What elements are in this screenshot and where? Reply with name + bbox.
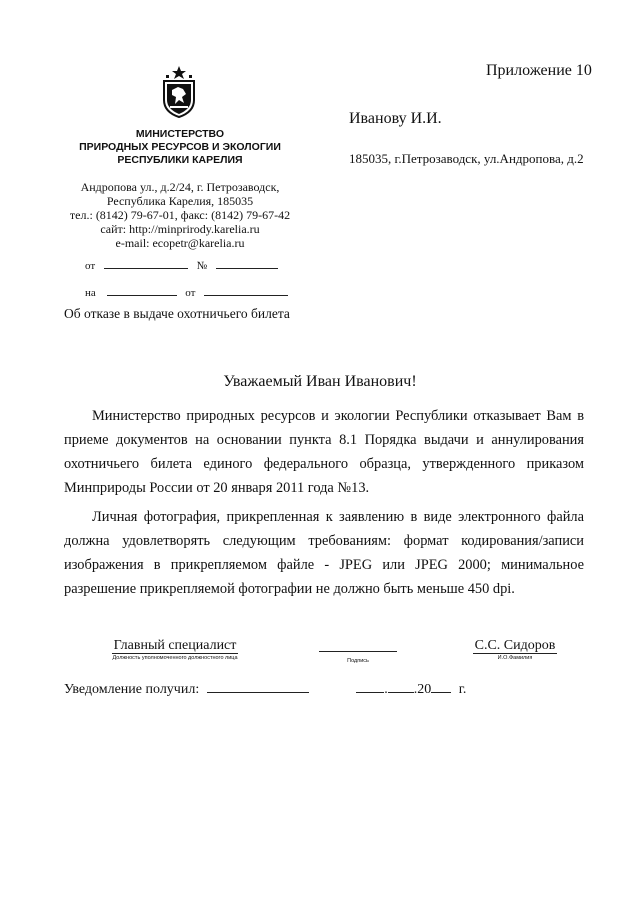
address-street: Андропова ул., д.2/24, г. Петрозаводск, xyxy=(80,180,280,194)
signature-position-field xyxy=(95,636,255,661)
signature-field xyxy=(318,636,398,664)
ministry-address xyxy=(60,180,300,250)
registration-line-outgoing xyxy=(85,258,278,272)
appendix-label: Приложение 10 xyxy=(486,62,592,79)
number-label: № xyxy=(196,260,208,272)
ministry-name xyxy=(60,128,300,167)
position-caption: Должность уполномоченного должностного лица xyxy=(112,655,238,661)
ministry-name-line: ПРИРОДНЫХ РЕСУРСОВ И ЭКОЛОГИИ xyxy=(79,141,281,153)
signature-caption: Подпись xyxy=(347,658,369,664)
date-blank xyxy=(204,285,288,296)
signature-name-field xyxy=(470,636,560,661)
from-label: от xyxy=(185,287,196,299)
ministry-name-line: РЕСПУБЛИКИ КАРЕЛИЯ xyxy=(117,154,243,166)
official-position: Главный специалист xyxy=(113,638,237,653)
official-name: С.С. Сидоров xyxy=(474,638,556,653)
month-blank xyxy=(388,680,414,693)
body-paragraph: Министерство природных ресурсов и экологии Республики отказывает Вам в приеме документов на основании пункта 8.1 Порядка выдачи и аннулирования охотничьего билета единого федерального образца, утвержденного приказом Минприроды России от 20 января 2011 года №13. xyxy=(64,408,584,496)
recipient-address: 185035, г.Петрозаводск, ул.Андропова, д.2 xyxy=(349,151,584,166)
number-blank xyxy=(216,258,278,269)
signature-blank xyxy=(319,636,397,652)
registration-line-incoming xyxy=(85,285,288,299)
date-blank xyxy=(104,258,188,269)
year-suffix: г. xyxy=(458,682,467,697)
day-blank xyxy=(356,680,384,693)
letter-subject: Об отказе в выдаче охотничьего билета xyxy=(64,306,290,321)
address-email: e-mail: ecopetr@karelia.ru xyxy=(115,236,245,250)
letter-greeting: Уважаемый Иван Иванович! xyxy=(223,373,417,390)
recipient-name: Иванову И.И. xyxy=(349,110,442,127)
ministry-name-line: МИНИСТЕРСТВО xyxy=(135,128,225,140)
reference-blank xyxy=(107,285,177,296)
year-blank xyxy=(431,680,451,693)
address-site: сайт: http://minprirody.karelia.ru xyxy=(100,222,260,236)
name-caption: И.О.Фамилия xyxy=(497,655,533,661)
on-label: на xyxy=(85,287,96,299)
from-label: от xyxy=(85,260,96,272)
year-prefix: .20 xyxy=(413,682,432,697)
notice-label: Уведомление получил: xyxy=(64,682,200,697)
recipient-signature-blank xyxy=(207,680,309,693)
body-paragraph: Личная фотография, прикрепленная к заявлению в виде электронного файла должна удовлетворять следующим требованиям: формат кодирования/записи изображения в прикрепляемом файле - JPEG или JPEG 2000; минимальное разрешение прикрепляемой фотографии не должно быть меньше 450 dpi. xyxy=(64,509,584,597)
letter-body xyxy=(64,404,584,606)
address-region: Республика Карелия, 185035 xyxy=(106,194,254,208)
karelia-coat-of-arms-icon xyxy=(161,66,197,118)
address-phone: тел.: (8142) 79-67-01, факс: (8142) 79-67-42 xyxy=(69,208,291,222)
receipt-notice: Уведомление получил: . .20 г. xyxy=(64,682,467,697)
